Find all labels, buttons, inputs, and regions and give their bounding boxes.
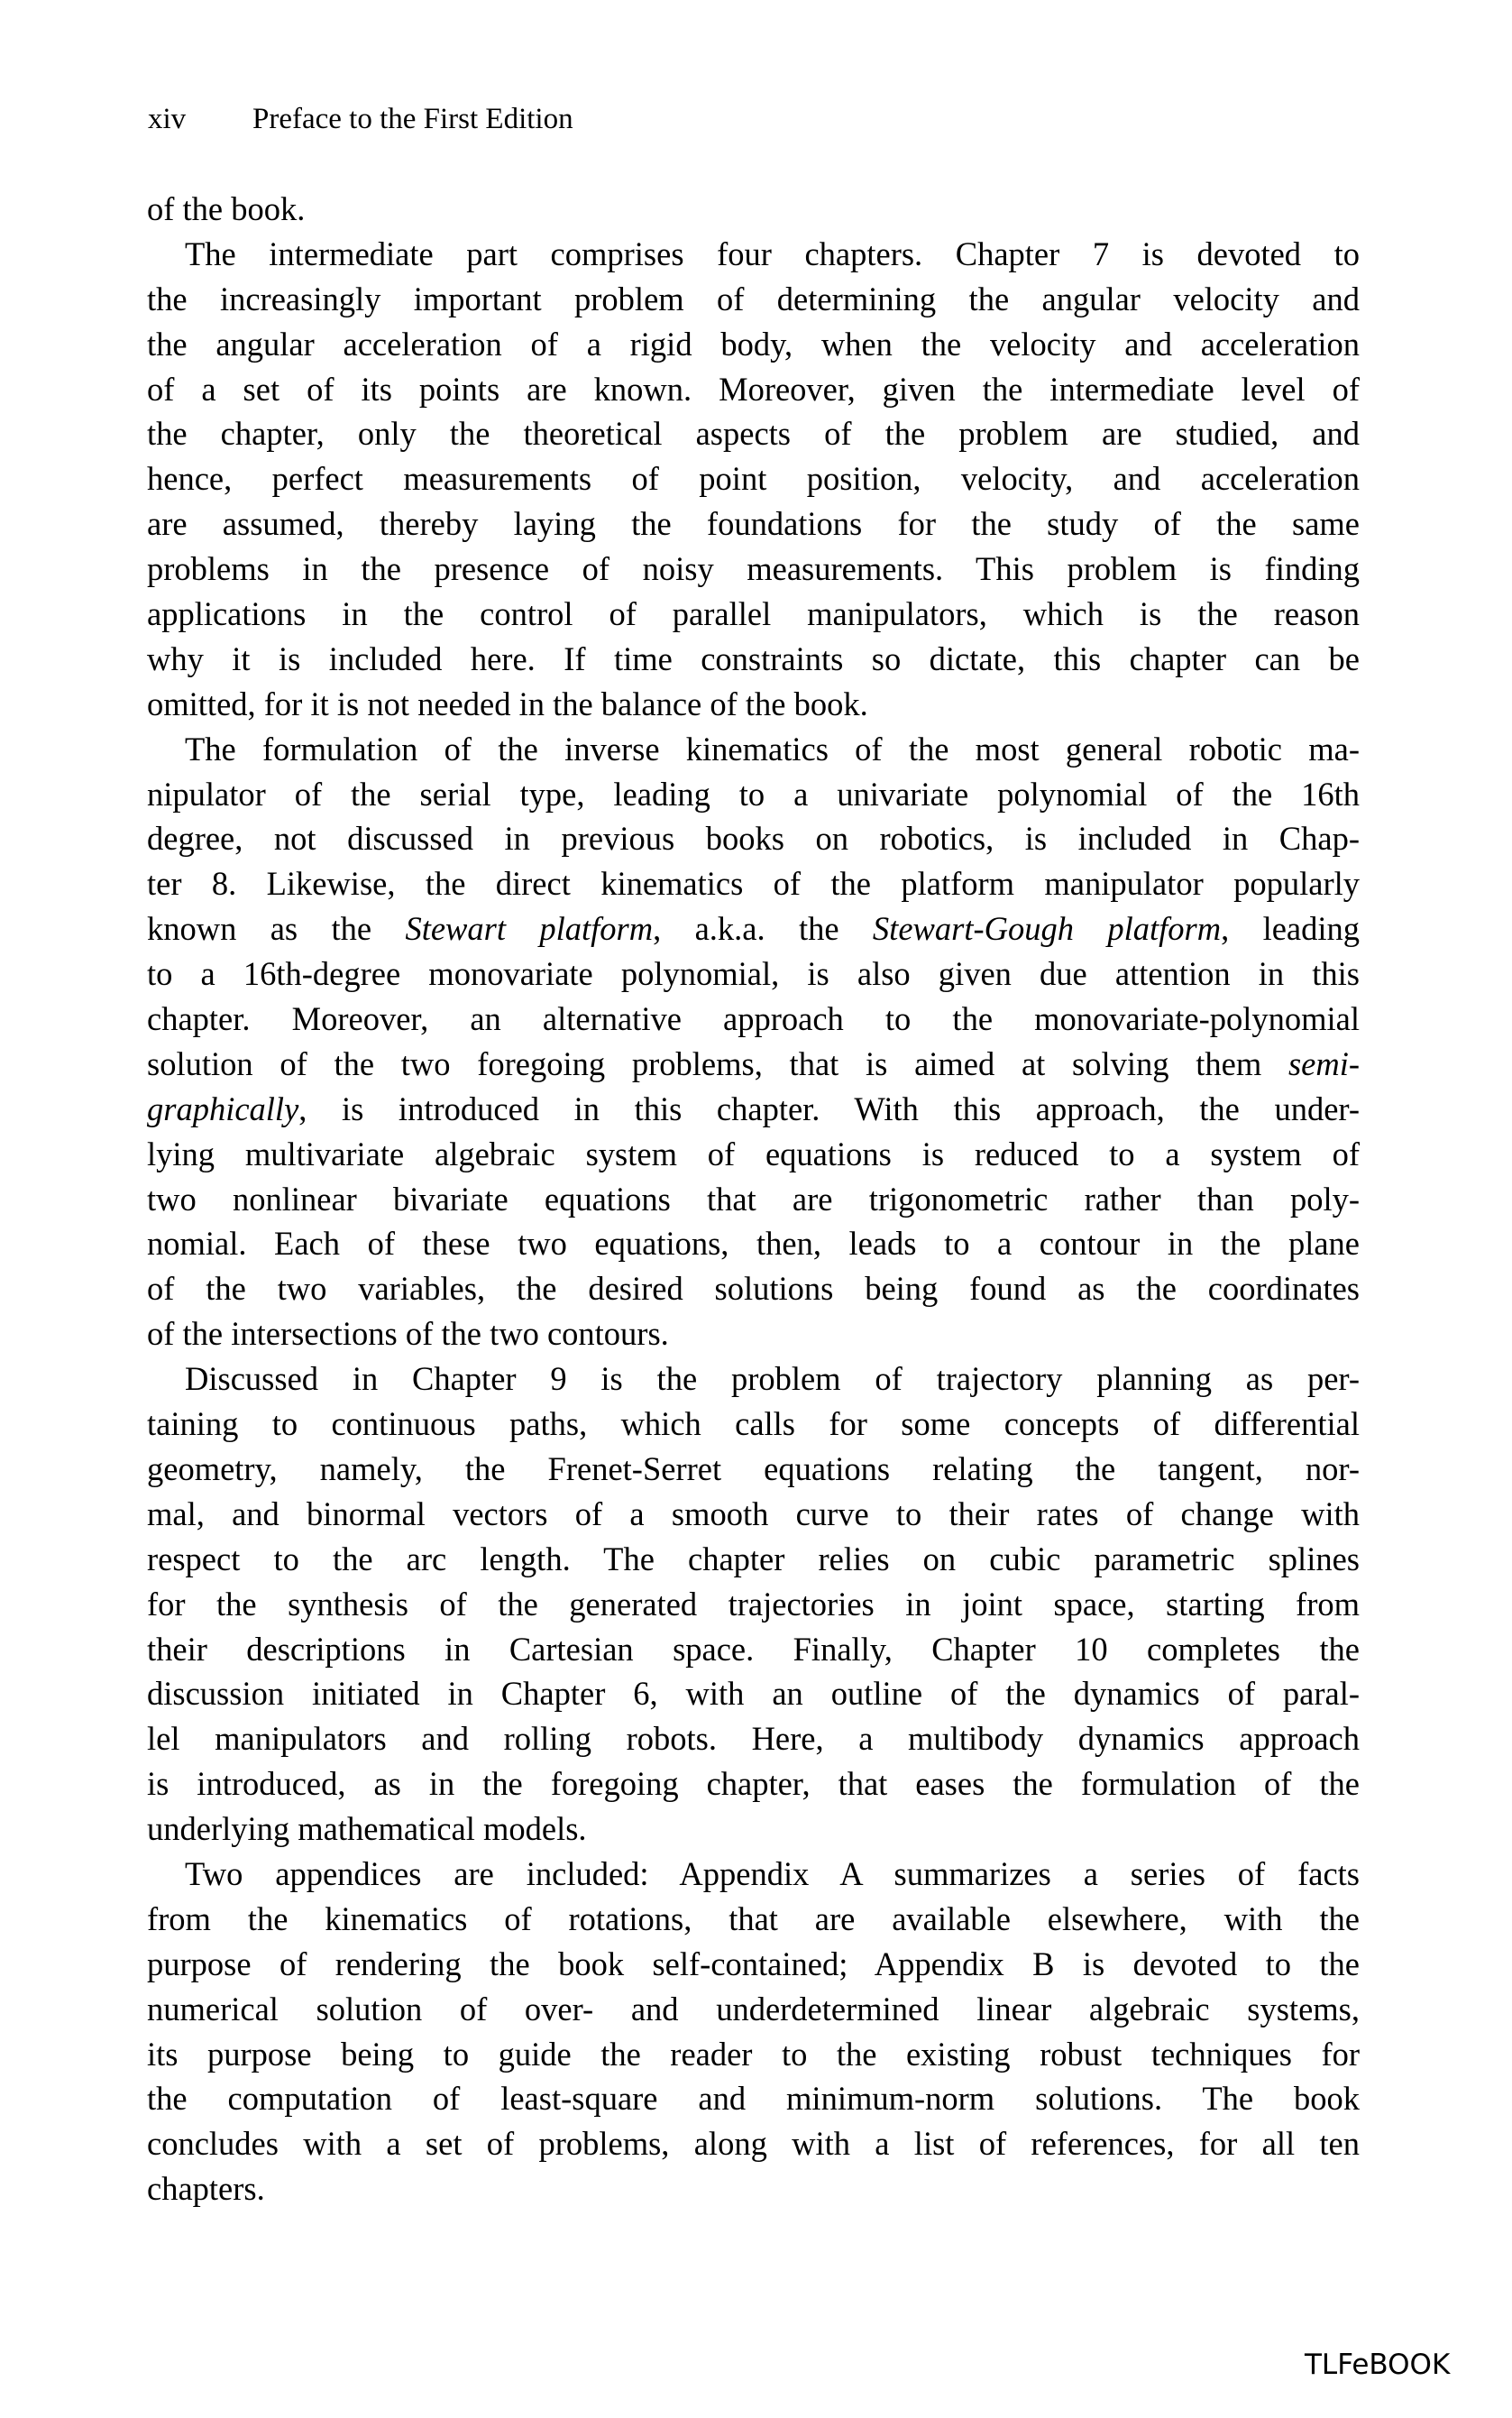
text-line [147, 1627, 1360, 1672]
text-line [147, 456, 1360, 501]
text-segment: purpose of rendering the book self-contained; Appendix B is devoted to the [147, 1945, 1360, 1982]
text-line [147, 2032, 1360, 2077]
text-segment: Two appendices are included: Appendix A summarizes a series of facts [185, 1854, 1360, 1892]
text-line [147, 727, 1360, 772]
text-segment: mal, and binormal vectors of a smooth curve to their rates of change with [147, 1494, 1360, 1532]
text-line [147, 816, 1360, 861]
text-segment: applications in the control of parallel manipulators, which is the reason [147, 595, 1360, 633]
text-line [147, 1987, 1360, 2032]
text-line [147, 997, 1360, 1042]
text-segment: the angular acceleration of a rigid body, when the velocity and acceleration [147, 325, 1360, 363]
text-line [147, 2076, 1360, 2121]
text-line [147, 1716, 1360, 1761]
page-header [148, 101, 779, 137]
text-segment: their descriptions in Cartesian space. Finally, Chapter 10 completes the [147, 1630, 1360, 1668]
text-segment: taining to continuous paths, which calls for some concepts of differential [147, 1405, 1360, 1443]
text-line [147, 637, 1360, 682]
text-line [147, 411, 1360, 456]
text-line [147, 2166, 1360, 2211]
text-line [147, 592, 1360, 637]
text-line [147, 1356, 1360, 1402]
text-line [147, 1447, 1360, 1492]
text-line [147, 906, 1360, 952]
text-segment: are assumed, thereby laying the foundations for the study of the same [147, 505, 1360, 543]
text-line [147, 1042, 1360, 1087]
text-line [147, 1402, 1360, 1447]
body-text [147, 187, 1360, 2211]
text-segment: why it is included here. If time constraints so dictate, this chapter can be [147, 639, 1360, 677]
text-line [147, 501, 1360, 547]
text-segment: chapter. Moreover, an alternative approach to the monovariate-polynomial [147, 1000, 1360, 1038]
emphasized-term: semi- [1287, 1044, 1360, 1082]
text-line [147, 1582, 1360, 1627]
text-segment: lel manipulators and rolling robots. Here, a multibody dynamics approach [147, 1720, 1360, 1758]
text-line [147, 232, 1360, 277]
text-segment: underlying mathematical models. [147, 1810, 587, 1848]
text-line [147, 187, 1360, 232]
text-segment: of the intersections of the two contours. [147, 1315, 669, 1353]
paragraph [147, 232, 1360, 727]
text-segment: hence, perfect measurements of point position, velocity, and acceleration [147, 460, 1360, 498]
text-segment: problems in the presence of noisy measurements. This problem is finding [147, 550, 1360, 588]
text-line [147, 2121, 1360, 2166]
text-line [147, 1492, 1360, 1537]
text-segment: respect to the arc length. The chapter relies on cubic parametric splines [147, 1540, 1360, 1577]
text-segment: the increasingly important problem of determining the angular velocity and [147, 280, 1360, 317]
text-segment: omitted, for it is not needed in the balance of the book. [147, 685, 868, 722]
text-segment: two nonlinear bivariate equations that are trigonometric rather than poly- [147, 1180, 1360, 1218]
text-segment: of a set of its points are known. Moreover, given the intermediate level of [147, 370, 1360, 408]
text-segment: , is introduced in this chapter. With this approach, the under- [298, 1089, 1360, 1127]
text-line [147, 1807, 1360, 1852]
text-segment: of the two variables, the desired solutions being found as the coordinates [147, 1270, 1360, 1308]
paragraph [147, 1852, 1360, 2211]
text-segment: degree, not discussed in previous books on robotics, is included in Chap- [147, 820, 1360, 858]
text-line [147, 1942, 1360, 1987]
text-line [147, 322, 1360, 367]
running-title: Preface to the First Edition [252, 103, 573, 135]
text-segment: from the kinematics of rotations, that are available elsewhere, with the [147, 1899, 1360, 1937]
text-segment: concludes with a set of problems, along with a list of references, for all ten [147, 2125, 1360, 2163]
text-line [147, 1132, 1360, 1177]
text-line [147, 1897, 1360, 1942]
text-segment: lying multivariate algebraic system of equations is reduced to a system of [147, 1135, 1360, 1172]
paragraph [147, 1356, 1360, 1852]
text-segment: ter 8. Likewise, the direct kinematics of the platform manipulator popularly [147, 865, 1360, 903]
text-segment: the computation of least-square and minimum-norm solutions. The book [147, 2080, 1360, 2118]
text-segment: discussion initiated in Chapter 6, with an outline of the dynamics of paral- [147, 1675, 1360, 1713]
text-segment: Discussed in Chapter 9 is the problem of trajectory planning as per- [185, 1360, 1360, 1398]
text-line [147, 1311, 1360, 1356]
text-segment: geometry, namely, the Frenet-Serret equations relating the tangent, nor- [147, 1449, 1360, 1487]
text-segment: nipulator of the serial type, leading to a univariate polynomial of the 16th [147, 775, 1360, 813]
text-line [147, 1852, 1360, 1897]
text-line [147, 1671, 1360, 1716]
paragraph [147, 187, 1360, 232]
emphasized-term: Stewart platform [405, 910, 654, 948]
text-segment: to a 16th-degree monovariate polynomial, is also given due attention in this [147, 955, 1360, 993]
text-line [147, 682, 1360, 727]
text-segment: for the synthesis of the generated trajectories in joint space, starting from [147, 1585, 1360, 1623]
text-segment: The intermediate part comprises four chapters. Chapter 7 is devoted to [185, 234, 1360, 272]
page-number: xiv [148, 103, 187, 135]
text-segment: the chapter, only the theoretical aspects of the problem are studied, and [147, 415, 1360, 453]
text-segment: , leading [1221, 910, 1360, 948]
text-line [147, 1177, 1360, 1222]
paragraph [147, 727, 1360, 1356]
text-segment: , a.k.a. the [653, 910, 873, 948]
text-line [147, 1221, 1360, 1266]
text-segment: The formulation of the inverse kinematics of the most general robotic ma- [185, 730, 1360, 768]
text-line [147, 1266, 1360, 1311]
text-segment: chapters. [147, 2170, 265, 2208]
emphasized-term: Stewart-Gough platform [872, 910, 1222, 948]
text-segment: is introduced, as in the foregoing chapter, that eases the formulation of the [147, 1765, 1360, 1803]
text-line [147, 277, 1360, 322]
text-line [147, 547, 1360, 592]
text-segment: solution of the two foregoing problems, that is aimed at solving them [147, 1044, 1288, 1082]
emphasized-term: graphically [147, 1089, 299, 1127]
text-line [147, 1087, 1360, 1132]
text-segment: of the book. [147, 190, 306, 227]
text-segment: nomial. Each of these two equations, then, leads to a contour in the plane [147, 1225, 1360, 1263]
text-line [147, 772, 1360, 817]
text-line [147, 952, 1360, 997]
text-segment: its purpose being to guide the reader to the existing robust techniques for [147, 2035, 1360, 2073]
text-line [147, 861, 1360, 906]
text-line [147, 1761, 1360, 1807]
text-line [147, 1537, 1360, 1582]
text-segment: numerical solution of over- and underdetermined linear algebraic systems, [147, 1990, 1360, 2027]
watermark-text: TLFeBOOK [1305, 2349, 1451, 2381]
text-line [147, 367, 1360, 412]
text-segment: known as the [147, 910, 406, 948]
